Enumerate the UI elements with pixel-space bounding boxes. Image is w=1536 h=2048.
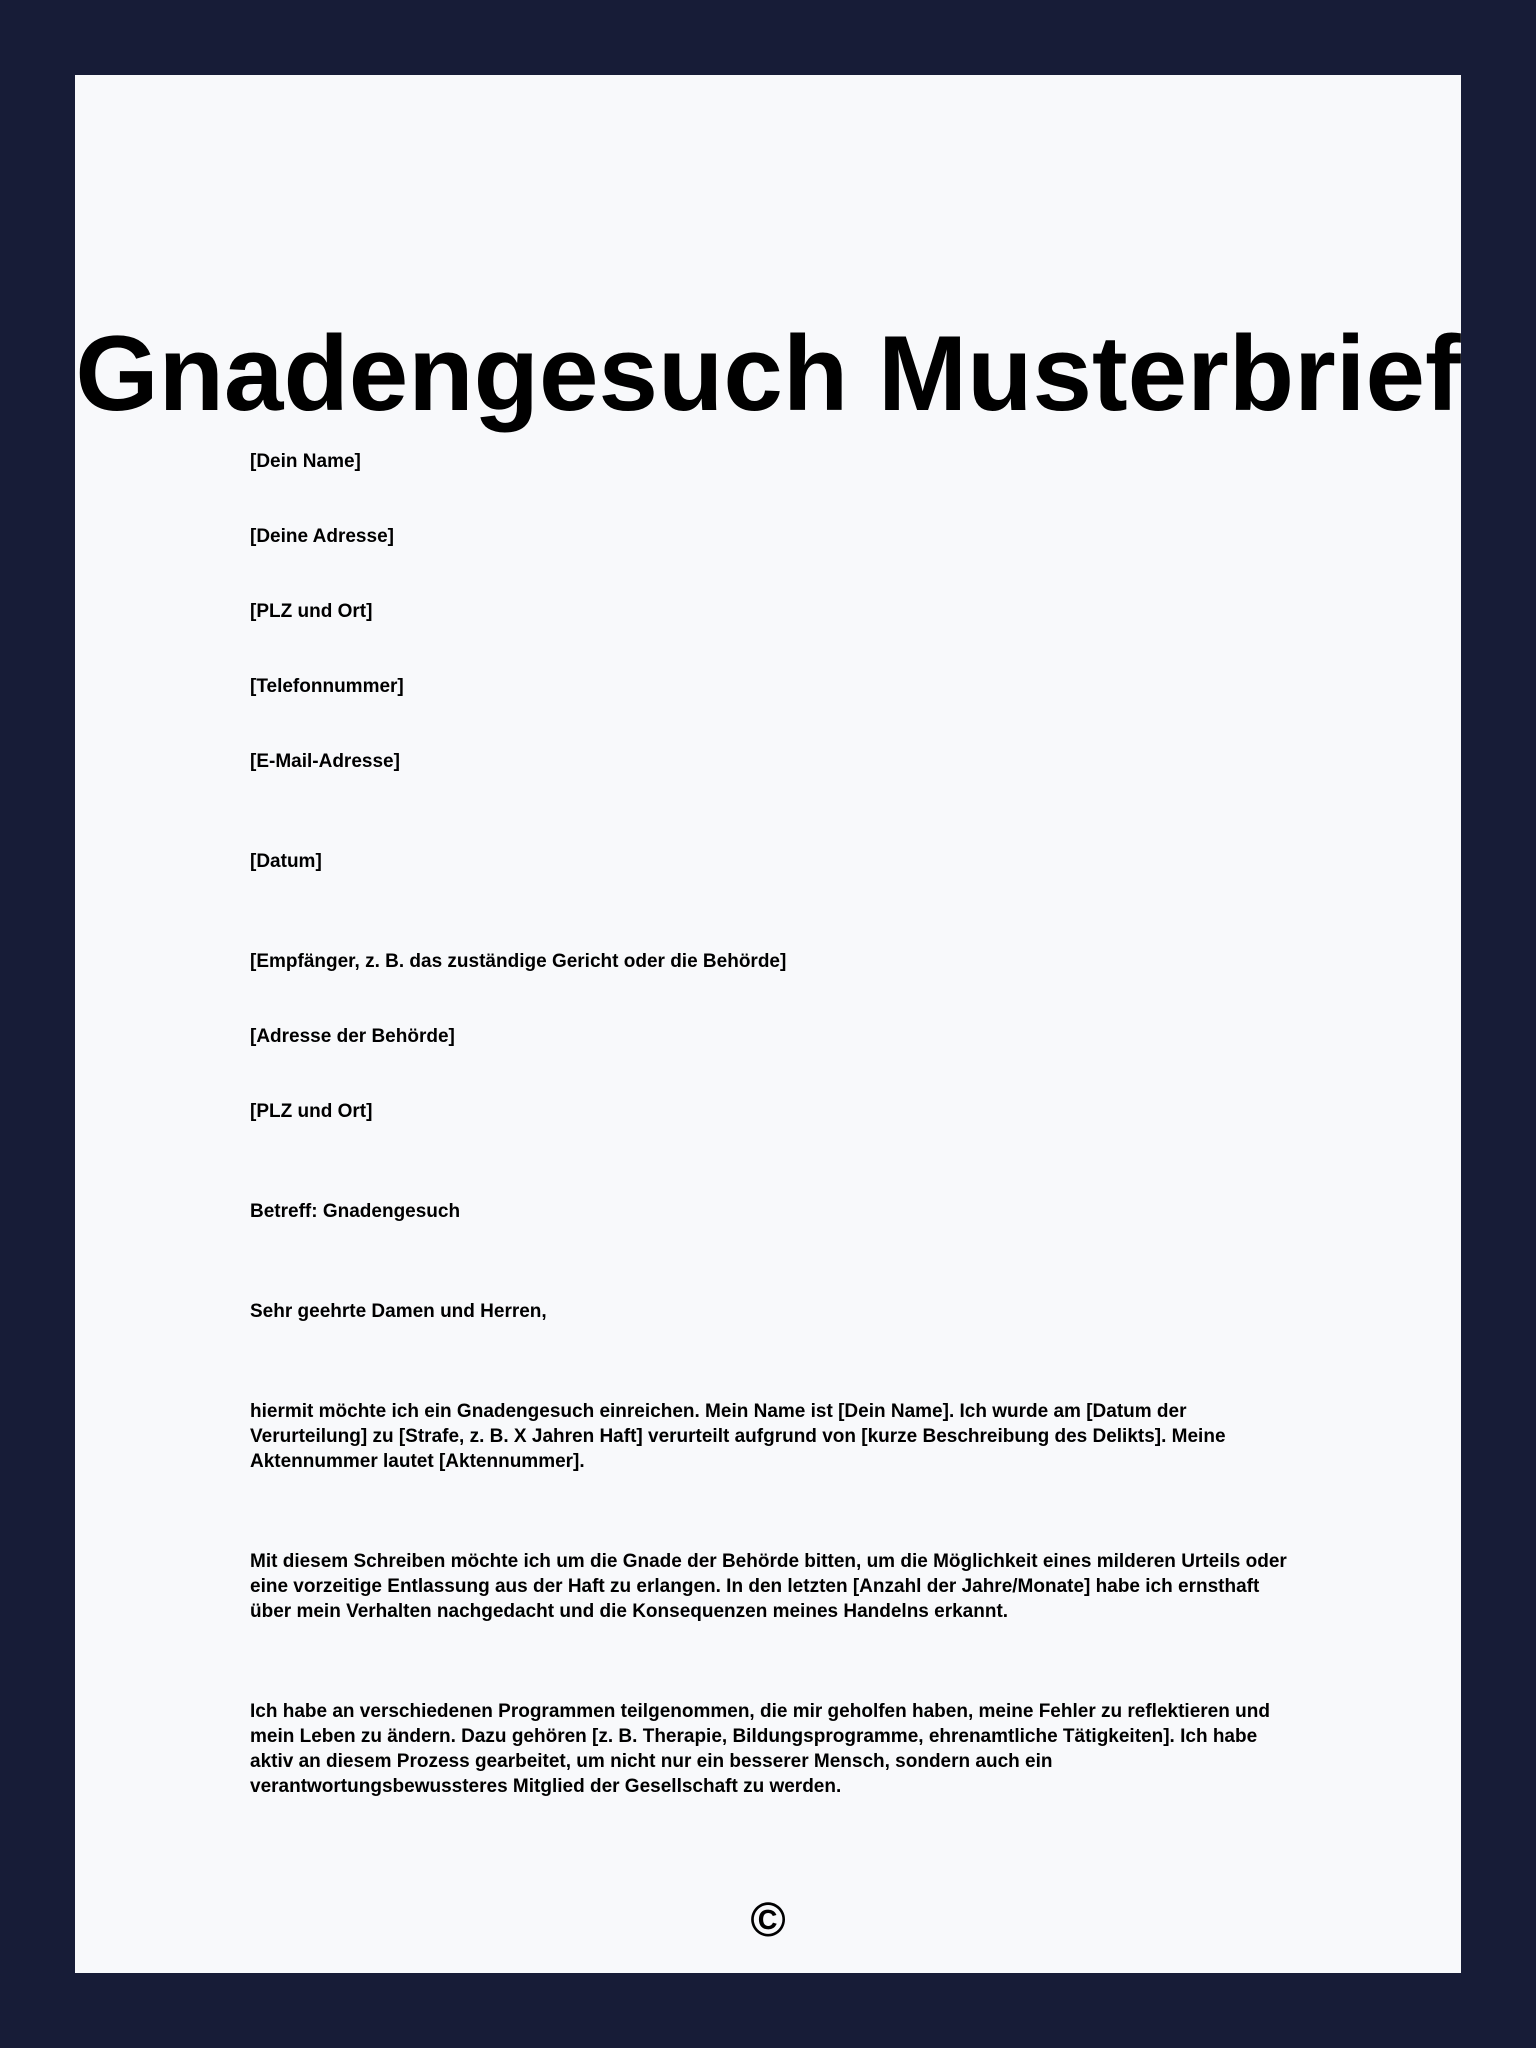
letter-date: [Datum] [250, 851, 322, 872]
recipient-address: [Adresse der Behörde] [250, 1026, 455, 1047]
letter-page [75, 75, 1461, 1973]
sender-email: [E-Mail-Adresse] [250, 751, 400, 772]
body-paragraph-1: hiermit möchte ich ein Gnadengesuch einreichen. Mein Name ist [Dein Name]. Ich wurde am [Datum der Verurteilung] zu [Strafe, z. B. X Jahren Haft] verurteilt aufgrund von [kurze Beschreibung des Delikts]. Meine Aktennummer lautet [Aktennummer]. [250, 1401, 1226, 1472]
letter-subject: Betreff: Gnadengesuch [250, 1201, 461, 1222]
recipient-name: [Empfänger, z. B. das zuständige Gericht oder die Behörde] [250, 951, 787, 972]
body-paragraph-3: Ich habe an verschiedenen Programmen teilgenommen, die mir geholfen haben, meine Fehler zu reflektieren und mein Leben zu ändern. Dazu gehören [z. B. Therapie, Bildungsprogramme, ehrenamtliche Tätigkeiten]. Ich habe aktiv an diesem Prozess gearbeitet, um nicht nur ein besserer Mensch, sondern auch ein verantwortungsbewussteres Mitglied der Gesellschaft zu werden. [250, 1701, 1270, 1797]
sender-phone: [Telefonnummer] [250, 676, 404, 697]
body-paragraph-2: Mit diesem Schreiben möchte ich um die Gnade der Behörde bitten, um die Möglichkeit eines milderen Urteils oder eine vorzeitige Entlassung aus der Haft zu erlangen. In den letzten [Anzahl der Jahre/Monate] habe ich ernsthaft über mein Verhalten nachgedacht und die Konsequenzen meines Handelns erkannt. [250, 1551, 1287, 1622]
sender-address: [Deine Adresse] [250, 526, 394, 547]
sender-name: [Dein Name] [250, 451, 361, 472]
letter-salutation: Sehr geehrte Damen und Herren, [250, 1301, 547, 1322]
copyright-icon: © [750, 1894, 786, 1947]
page-title: Gnadengesuch Musterbrief [75, 313, 1461, 433]
recipient-zip-city: [PLZ und Ort] [250, 1101, 373, 1122]
sender-zip-city: [PLZ und Ort] [250, 601, 373, 622]
